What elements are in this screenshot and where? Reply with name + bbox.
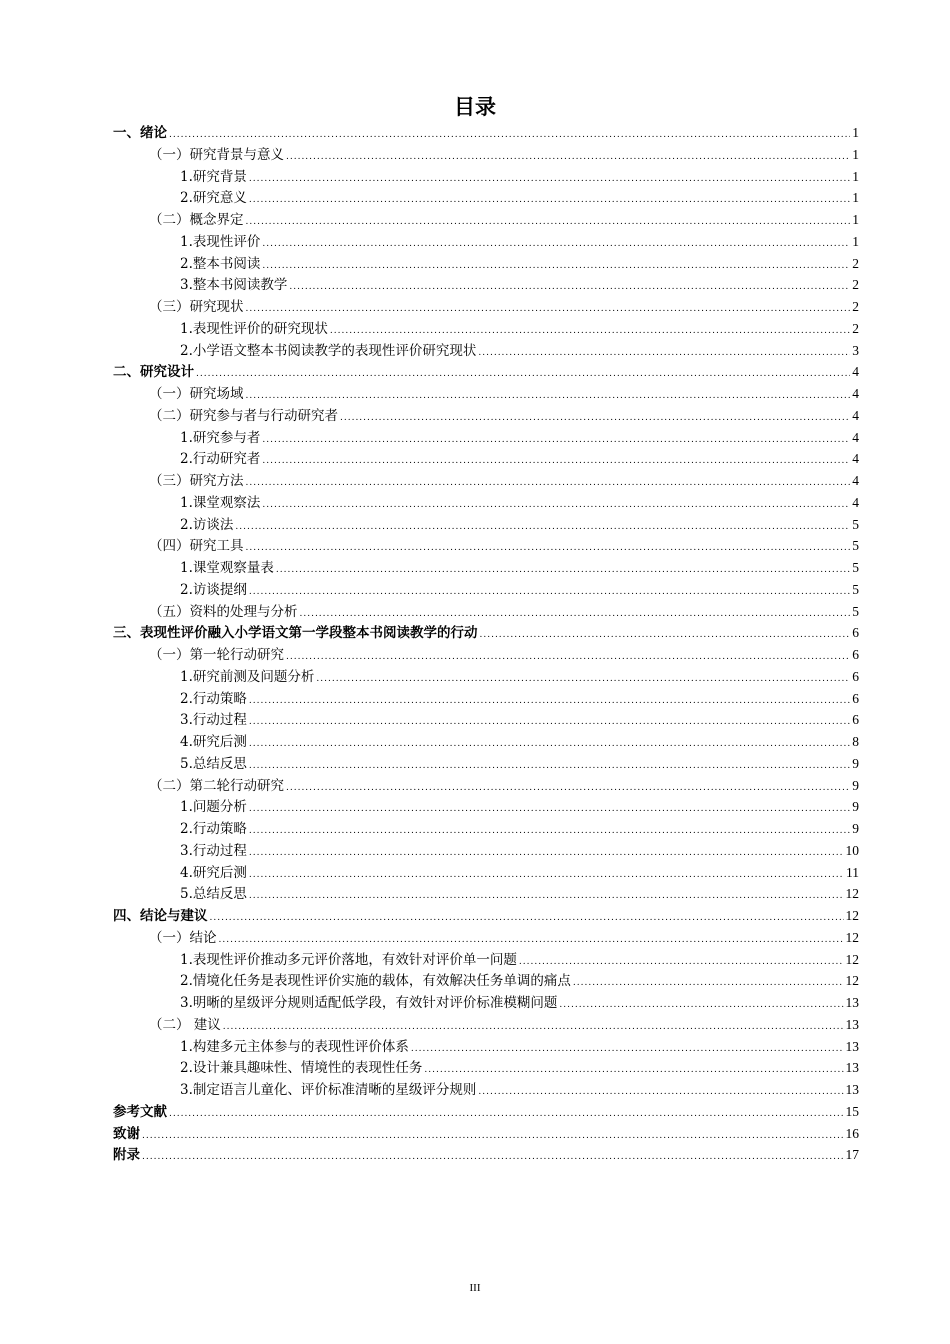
toc-entry-page-number: 2 [852, 320, 859, 336]
toc-entry-label: 2.设计兼具趣味性、情境性的表现性任务 [180, 1060, 423, 1077]
toc-entry[interactable] [113, 166, 859, 188]
toc-entry[interactable] [113, 361, 859, 383]
toc-entry[interactable] [113, 666, 859, 688]
toc-entry[interactable] [113, 405, 859, 427]
toc-entry-page-number: 6 [852, 647, 859, 662]
toc-leader-dots [289, 277, 850, 299]
toc-entry-label: 2.情境化任务是表现性评价实施的载体，有效解决任务单调的痛点 [180, 973, 571, 990]
toc-entry-page-number: 6 [852, 625, 859, 641]
toc-entry-label: 二、研究设计 [113, 364, 194, 381]
toc-entry[interactable] [113, 209, 859, 231]
toc-entry-page-number: 6 [852, 690, 859, 706]
toc-leader-dots [573, 973, 844, 995]
toc-entry[interactable] [113, 1123, 859, 1145]
toc-leader-dots [142, 1126, 844, 1148]
toc-entry-label: （二） 建议 [149, 1016, 221, 1033]
toc-leader-dots [246, 212, 851, 234]
toc-entry[interactable] [113, 905, 859, 927]
toc-entry-label: 3.制定语言儿童化、评价标准清晰的星级评分规则 [180, 1082, 477, 1098]
toc-entry[interactable] [113, 1079, 859, 1101]
toc-entry-page-number: 9 [852, 755, 859, 771]
toc-entry-label: 3.行动过程 [180, 712, 247, 729]
toc-entry-page-number: 13 [845, 1060, 859, 1076]
toc-entry-label: 2.整本书阅读 [180, 255, 261, 272]
toc-leader-dots [424, 1060, 843, 1082]
toc-entry-label: 2.研究意义 [180, 190, 247, 207]
toc-entry-label: （三）研究现状 [149, 299, 244, 315]
toc-leader-dots [246, 386, 851, 408]
toc-entry[interactable] [113, 492, 859, 514]
toc-leader-dots [286, 778, 850, 800]
toc-leader-dots [262, 495, 850, 517]
toc-entry-page-number: 1 [852, 168, 859, 184]
toc-entry-page-number: 4 [852, 407, 859, 423]
toc-entry-page-number: 4 [852, 429, 859, 445]
toc-entry-page-number: 1 [852, 146, 859, 162]
toc-entry[interactable] [113, 253, 859, 275]
toc-leader-dots [246, 473, 851, 495]
toc-entry-page-number: 1 [852, 212, 859, 227]
toc-leader-dots [249, 691, 850, 713]
toc-leader-dots [262, 451, 850, 473]
toc-entry[interactable] [113, 427, 859, 449]
toc-entry-page-number: 1 [852, 190, 859, 206]
toc-leader-dots [249, 712, 850, 734]
toc-entry-page-number: 2 [852, 277, 859, 293]
toc-entry[interactable] [113, 862, 859, 884]
toc-entry-page-number: 5 [852, 516, 859, 532]
toc-entry[interactable] [113, 840, 859, 862]
toc-leader-dots [249, 865, 844, 887]
toc-entry-label: 1.课堂观察法 [180, 494, 261, 511]
toc-entry-label: 2.小学语文整本书阅读教学的表现性评价研究现状 [180, 342, 477, 359]
toc-leader-dots [249, 821, 850, 843]
toc-leader-dots [340, 408, 850, 430]
toc-leader-dots [249, 843, 844, 865]
toc-leader-dots [169, 125, 850, 147]
toc-entry[interactable] [113, 796, 859, 818]
toc-entry-label: 5.总结反思 [180, 886, 247, 903]
toc-entry-page-number: 3 [852, 342, 859, 358]
toc-leader-dots [411, 1039, 844, 1061]
toc-leader-dots [316, 669, 850, 691]
toc-entry[interactable] [113, 340, 859, 362]
toc-entry[interactable] [113, 883, 859, 905]
toc-entry-label: （二）第二轮行动研究 [149, 777, 284, 794]
toc-entry[interactable] [113, 470, 859, 492]
toc-leader-dots [478, 343, 850, 365]
toc-entry-label: 3.明晰的星级评分规则适配低学段，有效针对评价标准模糊问题 [180, 995, 558, 1011]
toc-leader-dots [249, 799, 850, 821]
toc-entry-page-number: 2 [852, 255, 859, 271]
toc-entry[interactable] [113, 448, 859, 470]
toc-leader-dots [196, 364, 850, 386]
toc-entry[interactable] [113, 818, 859, 840]
toc-entry-page-number: 12 [845, 951, 859, 967]
toc-entry-label: 2.行动研究者 [180, 451, 261, 468]
toc-entry-page-number: 4 [852, 451, 859, 467]
toc-entry-page-number: 4 [852, 364, 859, 380]
toc-entry-label: （四）研究工具 [149, 538, 244, 555]
toc-entry[interactable] [113, 644, 859, 666]
toc-entry-label: 1.表现性评价的研究现状 [180, 320, 328, 337]
toc-leader-dots [519, 952, 844, 974]
toc-entry-page-number: 9 [852, 777, 859, 793]
toc-leader-dots [300, 604, 851, 626]
toc-entry-page-number: 15 [845, 1103, 859, 1119]
toc-entry-page-number: 5 [852, 581, 859, 597]
toc-entry-label: 4.研究后测 [180, 864, 247, 881]
toc-entry-label: （一）研究场域 [149, 386, 244, 402]
toc-leader-dots [286, 647, 850, 669]
toc-entry[interactable] [113, 992, 859, 1014]
toc-entry-label: 3.整本书阅读教学 [180, 277, 288, 294]
toc-entry-page-number: 11 [846, 864, 859, 880]
page-title: 目录 [454, 95, 496, 119]
toc-leader-dots [480, 625, 851, 647]
toc-leader-dots [276, 560, 850, 582]
toc-entry[interactable] [113, 970, 859, 992]
toc-entry-label: （五）资料的处理与分析 [149, 603, 298, 620]
toc-entry-label: 1.构建多元主体参与的表现性评价体系 [180, 1038, 409, 1055]
toc-entry[interactable] [113, 709, 859, 731]
toc-entry-label: （三）研究方法 [149, 473, 244, 489]
toc-entry-label: （一）研究背景与意义 [149, 146, 284, 163]
toc-entry-page-number: 4 [852, 386, 859, 401]
toc-entry-label: 参考文献 [113, 1103, 167, 1120]
toc-entry-page-number: 10 [845, 842, 859, 858]
toc-entry-label: 1.研究前测及问题分析 [180, 668, 315, 685]
toc-entry-page-number: 8 [852, 734, 859, 749]
toc-entry-page-number: 9 [852, 821, 859, 836]
toc-entry-label: 5.总结反思 [180, 755, 247, 772]
toc-entry-label: 2.行动策略 [180, 821, 247, 837]
toc-entry[interactable] [113, 731, 859, 753]
toc-entry-label: 1.问题分析 [180, 799, 247, 816]
toc-entry[interactable] [113, 753, 859, 775]
toc-entry-page-number: 12 [845, 929, 859, 945]
toc-entry[interactable] [113, 1036, 859, 1058]
toc-leader-dots [246, 299, 851, 321]
toc-entry-page-number: 2 [852, 299, 859, 314]
toc-entry-label: 三、表现性评价融入小学语文第一学段整本书阅读教学的行动 [113, 625, 478, 642]
toc-entry-label: （二）研究参与者与行动研究者 [149, 407, 338, 424]
toc-entry[interactable] [113, 688, 859, 710]
toc-leader-dots [246, 538, 851, 560]
toc-entry-page-number: 12 [845, 886, 859, 902]
toc-entry-label: 4.研究后测 [180, 734, 247, 750]
toc-entry-page-number: 1 [852, 125, 859, 140]
toc-entry-page-number: 1 [852, 233, 859, 249]
toc-leader-dots [249, 886, 844, 908]
toc-entry-page-number: 13 [845, 995, 859, 1010]
toc-entry[interactable] [113, 383, 859, 405]
toc-entry-label: 四、结论与建议 [113, 908, 208, 924]
toc-entry-label: （一）结论 [149, 929, 217, 946]
toc-entry-page-number: 13 [845, 1082, 859, 1097]
toc-entry-label: 1.研究背景 [180, 168, 247, 185]
toc-entry-page-number: 5 [852, 538, 859, 554]
toc-entry-label: 1.表现性评价推动多元评价落地，有效针对评价单一问题 [180, 951, 517, 968]
toc-leader-dots [249, 190, 850, 212]
toc-leader-dots [559, 995, 843, 1017]
toc-entry[interactable] [113, 927, 859, 949]
toc-entry[interactable] [113, 296, 859, 318]
toc-entry-label: 3.行动过程 [180, 842, 247, 859]
toc-leader-dots [235, 517, 850, 539]
toc-entry-page-number: 4 [852, 473, 859, 488]
toc-entry-page-number: 13 [845, 1016, 859, 1032]
toc-entry[interactable] [113, 1144, 859, 1166]
toc-entry[interactable] [113, 775, 859, 797]
toc-entry[interactable] [113, 1057, 859, 1079]
toc-entry-label: 2.访谈提纲 [180, 581, 247, 598]
toc-entry[interactable] [113, 557, 859, 579]
toc-entry-label: 致谢 [113, 1125, 140, 1142]
toc-entry-label: 附录 [113, 1147, 140, 1164]
toc-entry-label: 一、绪论 [113, 125, 167, 141]
toc-entry[interactable] [113, 187, 859, 209]
toc-leader-dots [169, 1104, 844, 1126]
toc-entry-page-number: 6 [852, 712, 859, 728]
toc-entry[interactable] [113, 949, 859, 971]
toc-leader-dots [262, 256, 850, 278]
toc-leader-dots [249, 582, 850, 604]
toc-entry-page-number: 12 [845, 908, 859, 923]
toc-entry-page-number: 5 [852, 560, 859, 575]
toc-entry-page-number: 13 [845, 1038, 859, 1054]
toc-entry-label: 1.表现性评价 [180, 233, 261, 250]
toc-entry[interactable] [113, 122, 859, 144]
toc-entry-label: 2.行动策略 [180, 690, 247, 707]
toc-leader-dots [249, 756, 850, 778]
toc-entry[interactable] [113, 579, 859, 601]
toc-leader-dots [210, 908, 844, 930]
toc-entry[interactable] [113, 274, 859, 296]
toc-entry[interactable] [113, 535, 859, 557]
toc-entry-page-number: 16 [845, 1125, 859, 1141]
toc-entry-page-number: 17 [845, 1147, 859, 1163]
toc-leader-dots [223, 1017, 844, 1039]
toc-leader-dots [142, 1147, 844, 1169]
toc-entry[interactable] [113, 318, 859, 340]
toc-leader-dots [286, 147, 850, 169]
toc-leader-dots [478, 1082, 843, 1104]
toc-entry-label: 2.访谈法 [180, 516, 234, 533]
toc-entry-page-number: 5 [852, 603, 859, 619]
toc-leader-dots [262, 430, 850, 452]
toc-leader-dots [330, 321, 850, 343]
toc-entry-label: （二）概念界定 [149, 212, 244, 228]
table-of-contents [113, 122, 859, 1166]
toc-leader-dots [219, 930, 844, 952]
toc-entry[interactable] [113, 144, 859, 166]
toc-entry-page-number: 6 [852, 668, 859, 684]
toc-entry[interactable] [113, 231, 859, 253]
toc-entry-label: 1.研究参与者 [180, 429, 261, 446]
toc-entry-label: （一）第一轮行动研究 [149, 647, 284, 663]
toc-entry[interactable] [113, 1014, 859, 1036]
toc-entry[interactable] [113, 622, 859, 644]
toc-leader-dots [249, 169, 850, 191]
toc-entry[interactable] [113, 601, 859, 623]
toc-entry-page-number: 12 [845, 973, 859, 989]
toc-leader-dots [249, 734, 850, 756]
toc-entry-page-number: 4 [852, 494, 859, 510]
page-number-footer: III [469, 1282, 481, 1294]
toc-entry-label: 1.课堂观察量表 [180, 560, 274, 576]
toc-entry[interactable] [113, 1101, 859, 1123]
toc-entry[interactable] [113, 514, 859, 536]
toc-entry-page-number: 9 [852, 799, 859, 815]
toc-leader-dots [262, 234, 850, 256]
